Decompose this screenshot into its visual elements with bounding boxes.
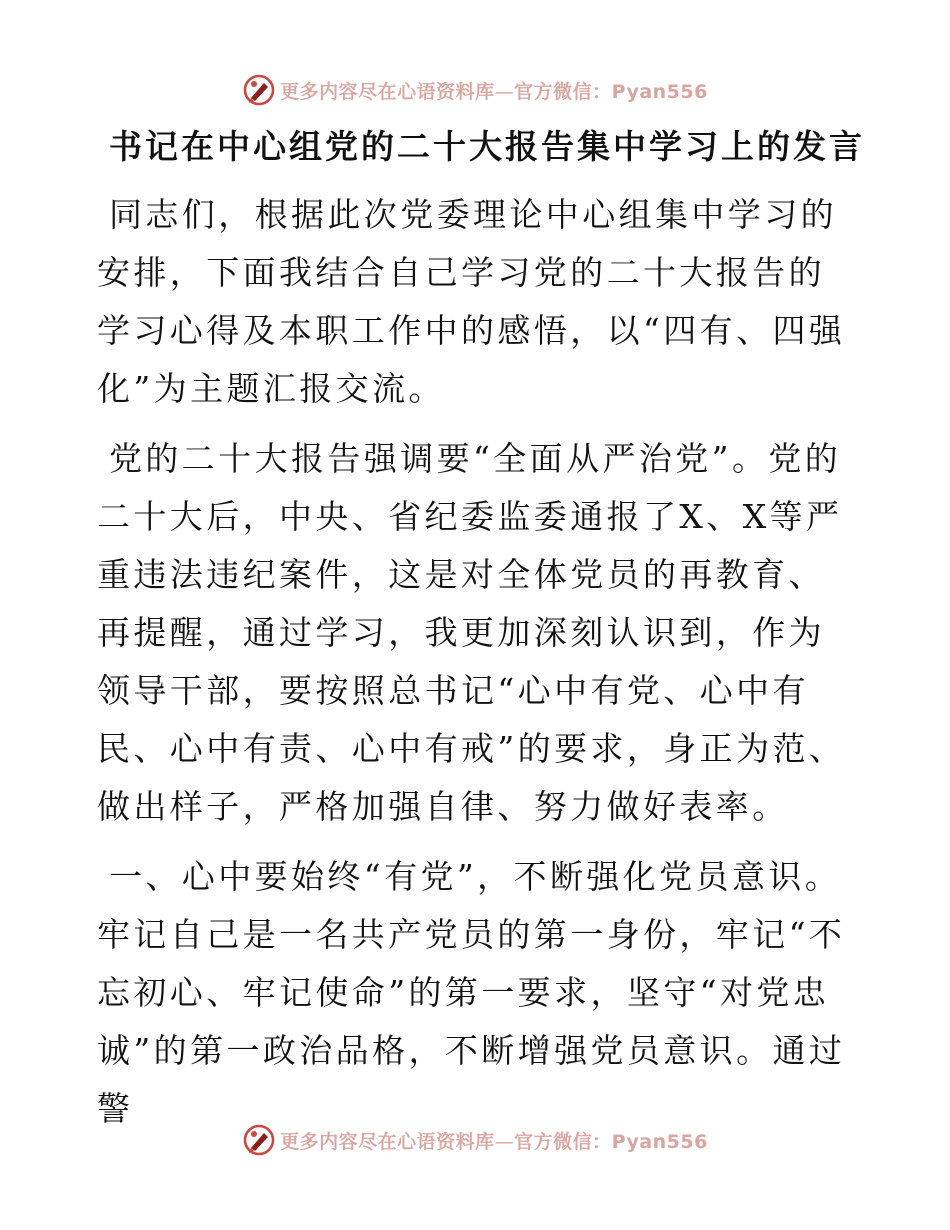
- watermark-suffix: 官方微信：: [514, 1130, 612, 1153]
- document-title: 书记在中心组党的二十大报告集中学习上的发言: [109, 127, 865, 166]
- watermark-account: Pyan556: [611, 1130, 708, 1153]
- pen-circle-icon: [242, 73, 276, 107]
- watermark-banner-bottom: [0, 1120, 950, 1160]
- watermark-separator: —: [494, 1130, 515, 1153]
- watermark-banner-top: [0, 70, 950, 110]
- paragraph-3: 一、心中要始终“有党”，不断强化党员意识。牢记自己是一名共产党员的第一身份，牢记“不忘初心、牢记使命”的第一要求，坚守“对党忠诚”的第一政治品格，不断增强党员意识。通过警: [97, 857, 846, 1128]
- watermark-main-text: 更多内容尽在心语资料库: [280, 80, 495, 103]
- paragraph-1: 同志们，根据此次党委理论中心组集中学习的安排，下面我结合自己学习党的二十大报告的学习心得及本职工作中的感悟，以“四有、四强化”为主题汇报交流。: [97, 195, 846, 408]
- watermark-separator: —: [494, 80, 515, 103]
- pen-circle-icon: [242, 1123, 276, 1157]
- watermark-main-text: 更多内容尽在心语资料库: [280, 1130, 495, 1153]
- paragraph-2: 党的二十大报告强调要“全面从严治党”。党的二十大后，中央、省纪委监委通报了X、X等严重违法违纪案件，这是对全体党员的再教育、再提醒，通过学习，我更加深刻认识到，作为领导干部，要按照总书记“心中有党、心中有民、心中有责、心中有戒”的要求，身正为范、做出样子，严格加强自律、努力做好表率。: [97, 439, 846, 826]
- watermark-text: [280, 77, 708, 104]
- watermark-account: Pyan556: [611, 80, 708, 103]
- watermark-text: [280, 1127, 708, 1154]
- watermark-suffix: 官方微信：: [514, 80, 612, 103]
- document-body: [97, 124, 865, 1150]
